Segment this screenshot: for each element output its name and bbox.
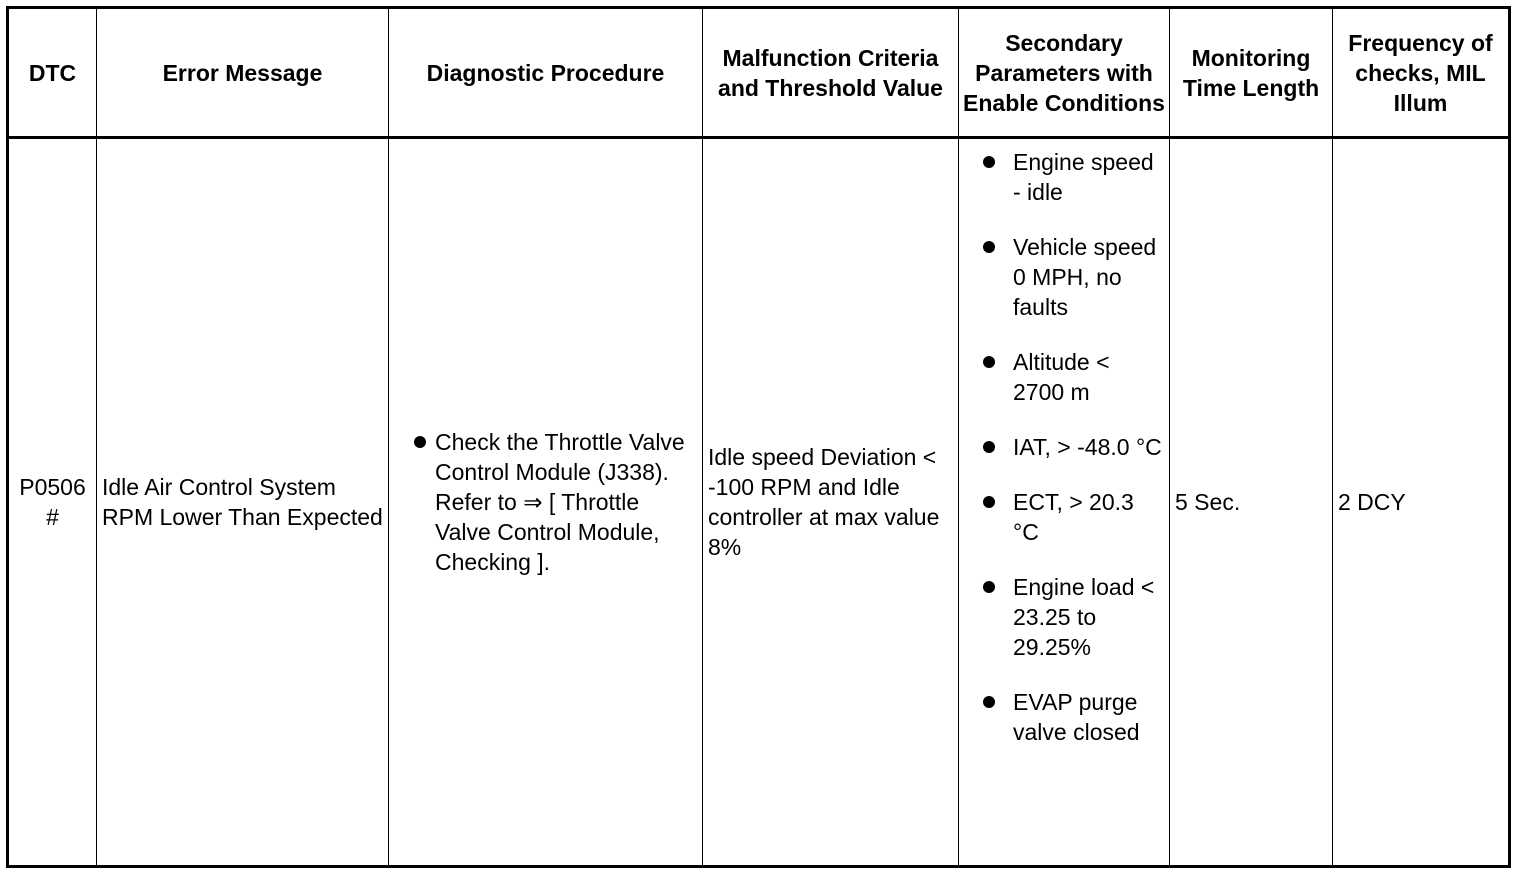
header-row [8,8,1510,138]
parameter-text: Altitude < 2700 m [1013,349,1110,405]
header-error-message: Error Message [97,8,389,138]
parameter-text: Vehicle speed 0 MPH, no faults [1013,234,1157,320]
bullet-icon [983,496,995,508]
dtc-suffix: # [46,504,59,530]
malfunction-criteria-cell: Idle speed Deviation < -100 RPM and Idle controller at max value 8% [703,138,959,867]
parameter-text: IAT, > -48.0 °C [1013,434,1162,460]
list-item [969,432,1163,462]
table-row [8,138,1510,867]
list-item [969,347,1163,407]
header-dtc: DTC [8,8,97,138]
list-item [969,232,1163,322]
list-item [969,572,1163,662]
header-monitoring-time: Monitoring Time Length [1170,8,1333,138]
dtc-cell [8,138,97,867]
secondary-parameters-cell [959,138,1170,867]
secondary-parameters-list [969,147,1163,747]
error-message-cell: Idle Air Control System RPM Lower Than Expected [97,138,389,867]
bullet-icon [983,241,995,253]
bullet-icon [983,441,995,453]
diagnostic-steps-list [394,427,697,577]
parameter-text: ECT, > 20.3 °C [1013,489,1134,545]
dtc-table [6,6,1511,868]
list-item [969,687,1163,747]
header-secondary-parameters: Secondary Parameters with Enable Conditions [959,8,1170,138]
bullet-icon [983,696,995,708]
monitoring-time-cell: 5 Sec. [1170,138,1333,867]
parameter-text: Engine load < 23.25 to 29.25% [1013,574,1155,660]
header-malfunction-criteria: Malfunction Criteria and Threshold Value [703,8,959,138]
parameter-text: EVAP purge valve closed [1013,689,1140,745]
bullet-icon [983,356,995,368]
parameter-text: Engine speed - idle [1013,149,1154,205]
diagnostic-procedure-cell [389,138,703,867]
list-item [969,487,1163,547]
bullet-icon [414,436,426,448]
diagnostic-step-text: Check the Throttle Valve Control Module (J338). Refer to ⇒ [ Throttle Valve Control Module, Checking ]. [435,429,685,575]
header-frequency: Frequency of checks, MIL Illum [1333,8,1510,138]
header-diagnostic-procedure: Diagnostic Procedure [389,8,703,138]
list-item [394,427,697,577]
dtc-code: P0506 [19,474,86,500]
bullet-icon [983,581,995,593]
bullet-icon [983,156,995,168]
frequency-cell: 2 DCY [1333,138,1510,867]
list-item [969,147,1163,207]
